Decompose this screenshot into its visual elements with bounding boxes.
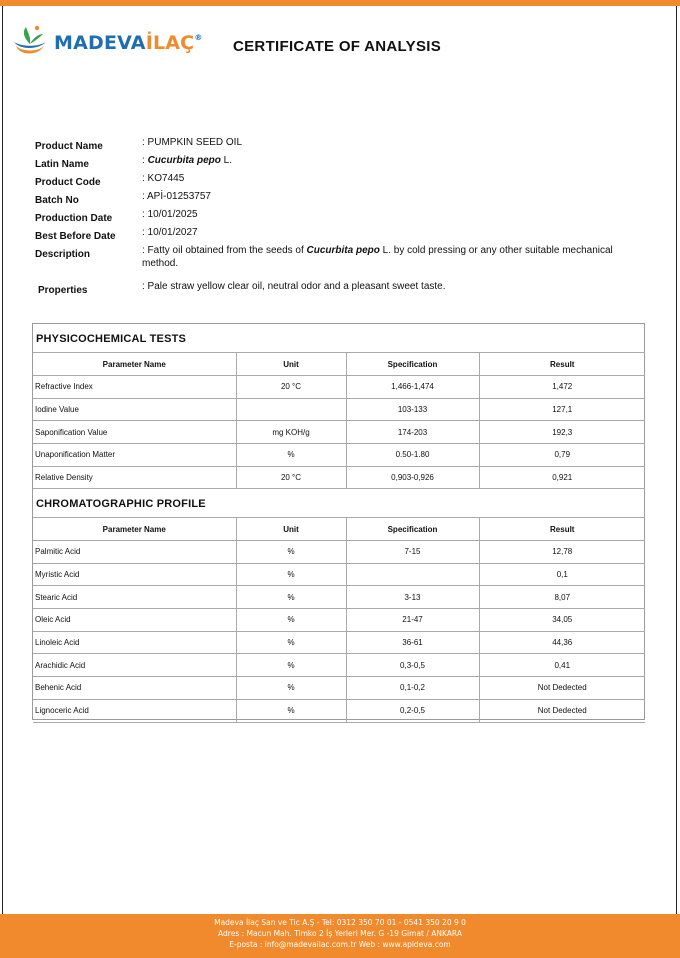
result-cell: 0,921 (479, 466, 645, 489)
page-right-border (676, 6, 677, 916)
logo-wordmark: MADEVAİLAÇ® (54, 32, 203, 54)
specification-cell: 36-61 (346, 631, 479, 654)
unit-cell: % (236, 444, 346, 467)
result-cell: Not Dedected (479, 677, 645, 700)
unit-cell: % (236, 699, 346, 722)
info-label: Best Before Date (35, 231, 116, 242)
unit-cell: % (236, 563, 346, 586)
info-label: Description (35, 249, 91, 260)
result-cell: 34,05 (479, 609, 645, 632)
top-accent-bar (0, 0, 680, 6)
analysis-tables (32, 323, 645, 720)
info-value: : PUMPKIN SEED OIL (142, 137, 243, 148)
result-cell: 0,1 (479, 563, 645, 586)
info-value: : 10/01/2025 (142, 209, 198, 220)
specification-cell: 0.50-1.80 (346, 444, 479, 467)
chromatographic-title: CHROMATOGRAPHIC PROFILE (36, 498, 206, 510)
column-header: Unit (236, 518, 346, 541)
result-cell: Not Dedected (479, 699, 645, 722)
specification-cell (346, 563, 479, 586)
parameter-cell: Palmitic Acid (33, 541, 236, 564)
column-header: Unit (236, 353, 346, 376)
column-header: Parameter Name (33, 353, 236, 376)
specification-cell: 0,2-0,5 (346, 699, 479, 722)
info-row-batch-no (35, 191, 635, 209)
result-cell: 127,1 (479, 398, 645, 421)
parameter-cell: Oleic Acid (33, 609, 236, 632)
parameter-cell: Myristic Acid (33, 563, 236, 586)
footer-company-line: Madeva İlaç San ve Tic A.Ş - Tel: 0312 350 70 01 - 0541 350 20 9 0 (214, 918, 466, 927)
parameter-cell: Refractive Index (33, 376, 236, 399)
parameter-cell: Arachidic Acid (33, 654, 236, 677)
specification-cell: 103-133 (346, 398, 479, 421)
column-header: Result (479, 353, 645, 376)
table-row (33, 563, 645, 586)
unit-cell: % (236, 631, 346, 654)
info-row-best-before-date (35, 227, 635, 245)
parameter-cell: Behenic Acid (33, 677, 236, 700)
physicochemical-title: PHYSICOCHEMICAL TESTS (36, 333, 187, 345)
unit-cell: % (236, 654, 346, 677)
result-cell: 44,36 (479, 631, 645, 654)
result-cell: 8,07 (479, 586, 645, 609)
logo-mark-icon (10, 22, 50, 62)
unit-cell: 20 °C (236, 376, 346, 399)
specification-cell: 174-203 (346, 421, 479, 444)
specification-cell: 0,3-0,5 (346, 654, 479, 677)
specification-cell: 0,903-0,926 (346, 466, 479, 489)
parameter-cell: Relative Density (33, 466, 236, 489)
table-row (33, 631, 645, 654)
info-value: : Pale straw yellow clear oil, neutral odor and a pleasant sweet taste. (142, 281, 446, 292)
document-title: CERTIFICATE OF ANALYSIS (233, 38, 442, 55)
table-row (33, 609, 645, 632)
chromatographic-table (33, 517, 645, 723)
info-value: : Cucurbita pepo L. (142, 155, 233, 166)
info-label: Product Name (35, 141, 103, 152)
table-row (33, 444, 645, 467)
column-header: Specification (346, 518, 479, 541)
parameter-cell: Stearic Acid (33, 586, 236, 609)
unit-cell (236, 398, 346, 421)
parameter-cell: Saponification Value (33, 421, 236, 444)
table-row (33, 699, 645, 722)
info-row-description (35, 245, 635, 281)
unit-cell: % (236, 609, 346, 632)
page-left-border (2, 6, 3, 916)
info-label: Latin Name (35, 159, 89, 170)
parameter-cell: Unaponification Matter (33, 444, 236, 467)
table-row (33, 376, 645, 399)
info-row-product-name (35, 137, 635, 155)
table-row (33, 421, 645, 444)
info-row-properties (35, 281, 635, 299)
result-cell: 192,3 (479, 421, 645, 444)
specification-cell: 1,466-1,474 (346, 376, 479, 399)
result-cell: 1,472 (479, 376, 645, 399)
specification-cell: 0,1-0,2 (346, 677, 479, 700)
info-row-production-date (35, 209, 635, 227)
table-row (33, 398, 645, 421)
result-cell: 0,79 (479, 444, 645, 467)
unit-cell: 20 °C (236, 466, 346, 489)
unit-cell: % (236, 541, 346, 564)
specification-cell: 3-13 (346, 586, 479, 609)
table-row (33, 654, 645, 677)
info-value: : KO7445 (142, 173, 185, 184)
info-value: : APİ-01253757 (142, 191, 211, 202)
column-header: Parameter Name (33, 518, 236, 541)
info-label: Properties (38, 285, 88, 296)
result-cell: 12,78 (479, 541, 645, 564)
unit-cell: % (236, 586, 346, 609)
table-row (33, 541, 645, 564)
product-info (35, 137, 635, 299)
unit-cell: % (236, 677, 346, 700)
info-label: Production Date (35, 213, 113, 224)
column-header: Specification (346, 353, 479, 376)
info-value: : 10/01/2027 (142, 227, 198, 238)
table-row (33, 677, 645, 700)
physicochemical-table (33, 352, 645, 489)
footer-address-line: Adres : Macun Mah. Timko 2 İş Yerleri Mer. G -19 Gimat / ANKARA (218, 929, 462, 938)
table-header-row (33, 518, 645, 541)
specification-cell: 21-47 (346, 609, 479, 632)
info-value: : Fatty oil obtained from the seeds of Cucurbita pepo L. by cold pressing or any other suitable mechanical method. (142, 245, 613, 269)
unit-cell: mg KOH/g (236, 421, 346, 444)
parameter-cell: Iodine Value (33, 398, 236, 421)
info-row-product-code (35, 173, 635, 191)
info-row-latin-name (35, 155, 635, 173)
table-row (33, 466, 645, 489)
company-logo (10, 22, 203, 62)
table-row (33, 586, 645, 609)
footer (0, 914, 680, 958)
specification-cell: 7-15 (346, 541, 479, 564)
parameter-cell: Linoleic Acid (33, 631, 236, 654)
result-cell: 0,41 (479, 654, 645, 677)
column-header: Result (479, 518, 645, 541)
table-header-row (33, 353, 645, 376)
footer-contact-line: E-posta : info@madevailac.com.tr Web : www.apideva.com (229, 940, 451, 949)
info-label: Batch No (35, 195, 79, 206)
parameter-cell: Lignoceric Acid (33, 699, 236, 722)
info-label: Product Code (35, 177, 101, 188)
